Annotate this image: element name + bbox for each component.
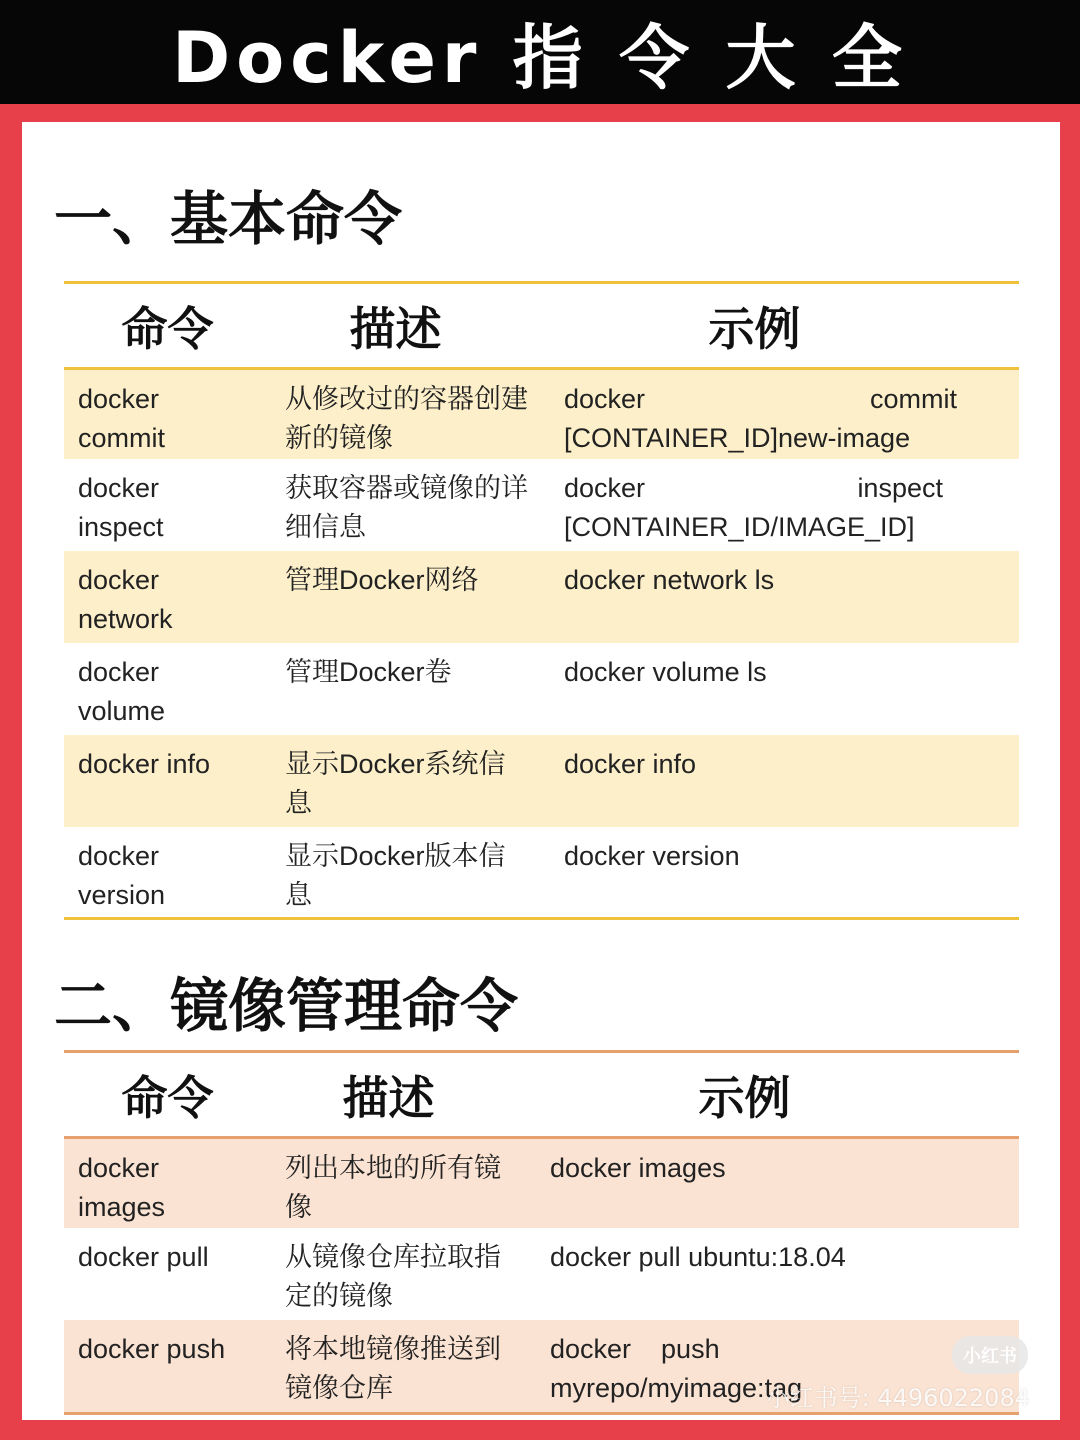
table-header bbox=[64, 1053, 1019, 1136]
example-line bbox=[564, 469, 1009, 508]
example-text: docker pull ubuntu:18.04 bbox=[550, 1242, 846, 1272]
description-cell bbox=[271, 1238, 550, 1320]
example-cell bbox=[550, 745, 1019, 827]
example-text: docker volume ls bbox=[564, 657, 767, 687]
example-text: inspect bbox=[857, 473, 943, 503]
description-text: 定的镜像 bbox=[285, 1281, 393, 1311]
description-cell bbox=[271, 561, 550, 643]
xiaohongshu-logo: 小红书 bbox=[952, 1336, 1028, 1374]
example-cell bbox=[550, 837, 1019, 917]
header-description: 描述 bbox=[349, 301, 442, 356]
description-cell bbox=[271, 469, 550, 551]
description-text: 获取容器或镜像的详 bbox=[285, 473, 528, 503]
header-description: 描述 bbox=[342, 1070, 435, 1125]
header-bar bbox=[0, 0, 1080, 104]
description-cell bbox=[271, 1330, 550, 1412]
command-text: docker bbox=[78, 384, 160, 414]
table-bottom-rule bbox=[64, 917, 1019, 920]
example-cell bbox=[550, 653, 1019, 735]
example-text: [CONTAINER_ID/IMAGE_ID] bbox=[564, 512, 915, 542]
command-text: docker bbox=[78, 841, 160, 871]
header-example: 示例 bbox=[698, 1070, 791, 1125]
description-text: 息 bbox=[285, 788, 312, 818]
watermark-text: 小红书号: 4496022084 bbox=[765, 1384, 1030, 1412]
command-cell bbox=[64, 837, 271, 917]
content-card bbox=[22, 122, 1060, 1420]
description-cell bbox=[271, 1149, 550, 1228]
example-text: myrepo/myimage:tag bbox=[550, 1373, 803, 1403]
example-text: docker images bbox=[550, 1153, 726, 1183]
command-cell bbox=[64, 745, 271, 827]
command-text: version bbox=[78, 880, 166, 910]
example-cell bbox=[550, 561, 1019, 643]
example-cell bbox=[550, 469, 1019, 551]
command-text: docker bbox=[78, 1153, 160, 1183]
command-text: docker bbox=[78, 473, 160, 503]
description-text: 镜像仓库 bbox=[285, 1373, 393, 1403]
command-cell bbox=[64, 561, 271, 643]
table-row bbox=[64, 735, 1019, 827]
description-cell bbox=[271, 380, 550, 459]
table-row bbox=[64, 827, 1019, 917]
command-cell bbox=[64, 1330, 271, 1412]
header-command: 命令 bbox=[121, 301, 214, 356]
description-text: 管理Docker网络 bbox=[285, 565, 479, 595]
section-title-image-management: 二、镜像管理命令 bbox=[54, 972, 519, 1040]
description-text: 显示Docker版本信 bbox=[285, 841, 506, 871]
example-text: docker info bbox=[564, 749, 697, 779]
example-text: docker network ls bbox=[564, 565, 775, 595]
table-row bbox=[64, 643, 1019, 735]
example-text: docker push bbox=[550, 1334, 720, 1364]
example-text: docker version bbox=[564, 841, 740, 871]
description-cell bbox=[271, 837, 550, 917]
command-text: docker info bbox=[78, 749, 211, 779]
table-row bbox=[64, 1139, 1019, 1228]
description-text: 显示Docker系统信 bbox=[285, 749, 506, 779]
command-cell bbox=[64, 469, 271, 551]
table-header bbox=[64, 284, 1019, 367]
description-cell bbox=[271, 745, 550, 827]
header-command: 命令 bbox=[121, 1070, 214, 1125]
command-text: docker push bbox=[78, 1334, 226, 1364]
description-cell bbox=[271, 653, 550, 735]
basic-commands-table bbox=[64, 281, 1019, 920]
command-text: volume bbox=[78, 696, 166, 726]
description-text: 从修改过的容器创建 bbox=[285, 384, 528, 414]
section-title-basic: 一、基本命令 bbox=[54, 185, 403, 253]
command-text: docker pull bbox=[78, 1242, 209, 1272]
example-text: docker bbox=[564, 384, 646, 414]
command-text: docker bbox=[78, 657, 160, 687]
example-cell bbox=[550, 380, 1019, 459]
table-row bbox=[64, 459, 1019, 551]
example-text: docker bbox=[564, 473, 646, 503]
example-text: commit bbox=[870, 384, 957, 414]
command-cell bbox=[64, 653, 271, 735]
command-cell bbox=[64, 1149, 271, 1228]
table-row bbox=[64, 370, 1019, 459]
command-text: inspect bbox=[78, 512, 164, 542]
description-text: 像 bbox=[285, 1192, 312, 1222]
command-cell bbox=[64, 380, 271, 459]
header-example: 示例 bbox=[708, 301, 801, 356]
page-title: Docker 指 令 大 全 bbox=[172, 16, 908, 99]
command-text: docker bbox=[78, 565, 160, 595]
example-text: [CONTAINER_ID]new-image bbox=[564, 423, 911, 453]
description-text: 管理Docker卷 bbox=[285, 657, 452, 687]
command-cell bbox=[64, 1238, 271, 1320]
description-text: 从镜像仓库拉取指 bbox=[285, 1242, 501, 1272]
image-commands-table bbox=[64, 1050, 1019, 1415]
description-text: 列出本地的所有镜 bbox=[285, 1153, 501, 1183]
table-row bbox=[64, 1228, 1019, 1320]
description-text: 细信息 bbox=[285, 512, 366, 542]
example-line bbox=[564, 380, 1009, 419]
command-text: images bbox=[78, 1192, 166, 1222]
description-text: 将本地镜像推送到 bbox=[285, 1334, 501, 1364]
command-text: commit bbox=[78, 423, 165, 453]
example-cell bbox=[550, 1238, 1019, 1320]
description-text: 息 bbox=[285, 880, 312, 910]
example-cell bbox=[550, 1149, 1019, 1228]
table-row bbox=[64, 551, 1019, 643]
command-text: network bbox=[78, 604, 173, 634]
description-text: 新的镜像 bbox=[285, 423, 393, 453]
